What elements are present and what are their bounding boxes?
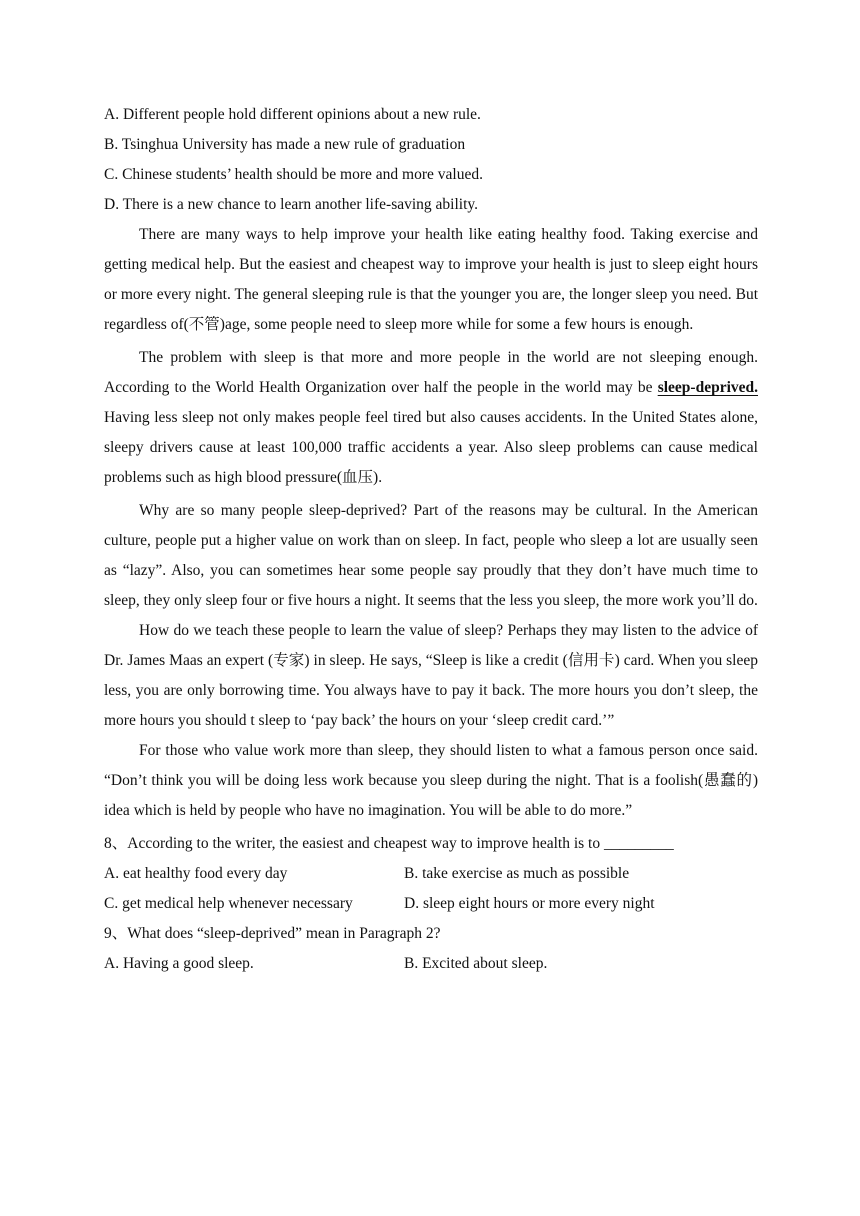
prev-option-c: C. Chinese students’ health should be more and more valued. — [104, 166, 483, 183]
paragraph-2-text-before: The problem with sleep is that more and more people in the world are not sleeping enough. According to the World Health Organization over half the people in the world may be — [104, 349, 758, 396]
paragraph-2-text-after: Having less sleep not only makes people feel tired but also causes accidents. In the United States alone, sleepy drivers cause at least 100,000 traffic accidents a year. Also sleep problems can cause medical problems such as high blood pressure(血压). — [104, 409, 758, 486]
question-8-option-a: A. eat healthy food every day — [104, 865, 288, 882]
question-8-options-row-2 — [104, 889, 758, 919]
passage-paragraph-5: For those who value work more than sleep, they should listen to what a famous person once said. “Don’t think you will be doing less work because you sleep during the night. That is a foolish(愚蠢的) idea which is held by people who have no imagination. You will be able to do more.” — [104, 742, 758, 819]
question-8-options-row-1 — [104, 859, 758, 889]
prev-option-d: D. There is a new chance to learn another life-saving ability. — [104, 196, 479, 213]
question-8-option-c: C. get medical help whenever necessary — [104, 895, 353, 912]
passage-paragraph-4: How do we teach these people to learn the value of sleep? Perhaps they may listen to the advice of Dr. James Maas an expert (专家) in sleep. He says, “Sleep is like a credit (信用卡) card. When you sleep less, you are only borrowing time. You always have to pay it back. The more hours you don’t sleep, the more hours you should t sleep to ‘pay back’ the hours on your ‘sleep credit card.’” — [104, 622, 758, 729]
question-8-stem: 8、According to the writer, the easiest and cheapest way to improve health is to _________ — [104, 835, 674, 852]
question-9-option-b: B. Excited about sleep. — [404, 955, 548, 972]
passage-paragraph-1: There are many ways to help improve your health like eating healthy food. Taking exercise and getting medical help. But the easiest and cheapest way to improve your health is just to sleep eight hours or more every night. The general sleeping rule is that the younger you are, the longer sleep you need. But regardless of(不管)age, some people need to sleep more while for some a few hours is enough. — [104, 226, 758, 333]
prev-option-a: A. Different people hold different opinions about a new rule. — [104, 106, 481, 123]
passage-paragraph-3: Why are so many people sleep-deprived? Part of the reasons may be cultural. In the American culture, people put a higher value on work than on sleep. In fact, people who sleep a lot are usually seen as “lazy”. Also, you can sometimes hear some people say proudly that they don’t have much time to sleep, they only sleep four or five hours a night. It seems that the less you sleep, the more work you’ll do. — [104, 502, 758, 609]
question-9-stem: 9、What does “sleep-deprived” mean in Paragraph 2? — [104, 925, 441, 942]
question-8-option-b: B. take exercise as much as possible — [404, 865, 630, 882]
keyword-sleep-deprived: sleep-deprived. — [657, 379, 758, 396]
prev-option-b: B. Tsinghua University has made a new rule of graduation — [104, 136, 466, 153]
passage-paragraph-2 — [104, 343, 758, 493]
question-9-option-a: A. Having a good sleep. — [104, 955, 254, 972]
question-9-options-row-1 — [104, 949, 758, 979]
question-8-option-d: D. sleep eight hours or more every night — [404, 895, 655, 912]
document-content — [104, 100, 758, 979]
